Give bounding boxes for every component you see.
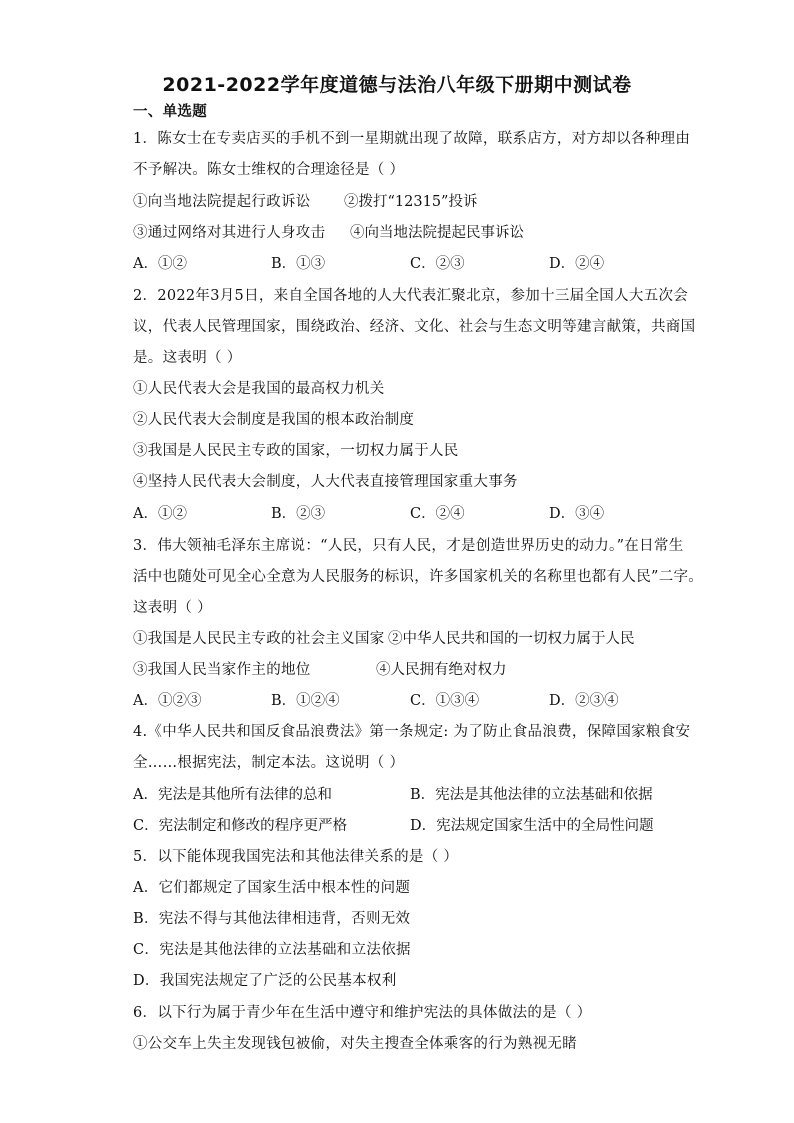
question-1-option-a[interactable]: A．①② xyxy=(133,256,187,272)
question-3-option-d[interactable]: D．②③④ xyxy=(549,693,619,709)
question-1-statement-4: ④向当地法院提起民事诉讼 xyxy=(350,225,524,241)
question-3-line-1: 3．伟大领袖毛泽东主席说：“人民，只有人民，才是创造世界历史的动力。”在日常生 xyxy=(133,538,684,554)
question-5-option-a[interactable]: A．它们都规定了国家生活中根本性的问题 xyxy=(133,880,411,896)
question-2-line-3: 是。这表明（ ） xyxy=(133,350,242,366)
question-2-option-d[interactable]: D．③④ xyxy=(549,506,605,522)
question-1-option-d[interactable]: D．②④ xyxy=(549,256,605,272)
question-3-line-3: 这表明（ ） xyxy=(133,600,212,616)
question-5-option-d[interactable]: D．我国宪法规定了广泛的公民基本权利 xyxy=(133,973,397,989)
question-3-option-a[interactable]: A．①②③ xyxy=(133,693,202,709)
question-1-line-2: 不予解决。陈女士维权的合理途径是（ ） xyxy=(133,162,405,178)
question-5-option-b[interactable]: B．宪法不得与其他法律相违背，否则无效 xyxy=(133,911,411,927)
question-5-option-c[interactable]: C．宪法是其他法律的立法基础和立法依据 xyxy=(133,942,411,958)
question-1-option-b[interactable]: B．①③ xyxy=(271,256,326,272)
question-5-line-1: 5．以下能体现我国宪法和其他法律关系的是（ ） xyxy=(133,849,459,865)
question-1-line-1: 1．陈女士在专卖店买的手机不到一星期就出现了故障，联系店方，对方却以各种理由 xyxy=(133,131,691,147)
question-3-option-c[interactable]: C．①③④ xyxy=(410,693,480,709)
question-4-option-c[interactable]: C．宪法制定和修改的程序更严格 xyxy=(133,818,348,834)
question-4-option-a[interactable]: A．宪法是其他所有法律的总和 xyxy=(133,787,332,803)
question-4-line-2: 全……根据宪法，制定本法。这说明（ ） xyxy=(133,755,405,771)
section-heading: 一、单选题 xyxy=(133,104,207,120)
question-2-option-b[interactable]: B．②③ xyxy=(271,506,326,522)
question-2-statement-4: ④坚持人民代表大会制度，人大代表直接管理国家重大事务 xyxy=(133,474,518,490)
question-2-statement-2: ②人民代表大会制度是我国的根本政治制度 xyxy=(133,412,415,428)
question-2-statement-1: ①人民代表大会是我国的最高权力机关 xyxy=(133,381,385,397)
page-title: 2021-2022学年度道德与法治八年级下册期中测试卷 xyxy=(162,74,632,96)
question-3-statement-3: ③我国人民当家作主的地位 xyxy=(133,662,311,678)
question-2-option-a[interactable]: A．①② xyxy=(133,506,187,522)
question-6-statement-1: ①公交车上失主发现钱包被偷，对失主搜查全体乘客的行为熟视无睹 xyxy=(133,1036,577,1052)
question-1-statement-3: ③通过网络对其进行人身攻击 xyxy=(133,225,326,241)
question-1-statement-2: ②拨打“12315”投诉 xyxy=(344,194,478,210)
question-2-line-2: 议，代表人民管理国家，围绕政治、经济、文化、社会与生态文明等建言献策，共商国 xyxy=(133,319,696,335)
question-3-line-2: 活中也随处可见全心全意为人民服务的标识，许多国家机关的名称里也都有人民”二字。 xyxy=(133,569,704,585)
question-2-statement-3: ③我国是人民民主专政的国家，一切权力属于人民 xyxy=(133,443,459,459)
question-2-line-1: 2．2022年3月5日，来自全国各地的人大代表汇聚北京，参加十三届全国人大五次会 xyxy=(133,288,689,304)
question-1-option-c[interactable]: C．②③ xyxy=(410,256,465,272)
question-3-statement-2: ②中华人民共和国的一切权力属于人民 xyxy=(388,631,635,647)
question-3-statement-4: ④人民拥有绝对权力 xyxy=(376,662,507,678)
question-3-statement-1: ①我国是人民民主专政的社会主义国家 xyxy=(133,631,385,647)
question-3-option-b[interactable]: B．①②④ xyxy=(271,693,340,709)
question-4-line-1: 4.《中华人民共和国反食品浪费法》第一条规定: 为了防止食品浪费，保障国家粮食安 xyxy=(133,724,691,740)
question-4-option-b[interactable]: B．宪法是其他法律的立法基础和依据 xyxy=(410,787,653,803)
question-6-line-1: 6．以下行为属于青少年在生活中遵守和维护宪法的具体做法的是（ ） xyxy=(133,1005,592,1021)
question-2-option-c[interactable]: C．②④ xyxy=(410,506,465,522)
question-4-option-d[interactable]: D．宪法规定国家生活中的全局性问题 xyxy=(410,818,654,834)
question-1-statement-1: ①向当地法院提起行政诉讼 xyxy=(133,194,311,210)
